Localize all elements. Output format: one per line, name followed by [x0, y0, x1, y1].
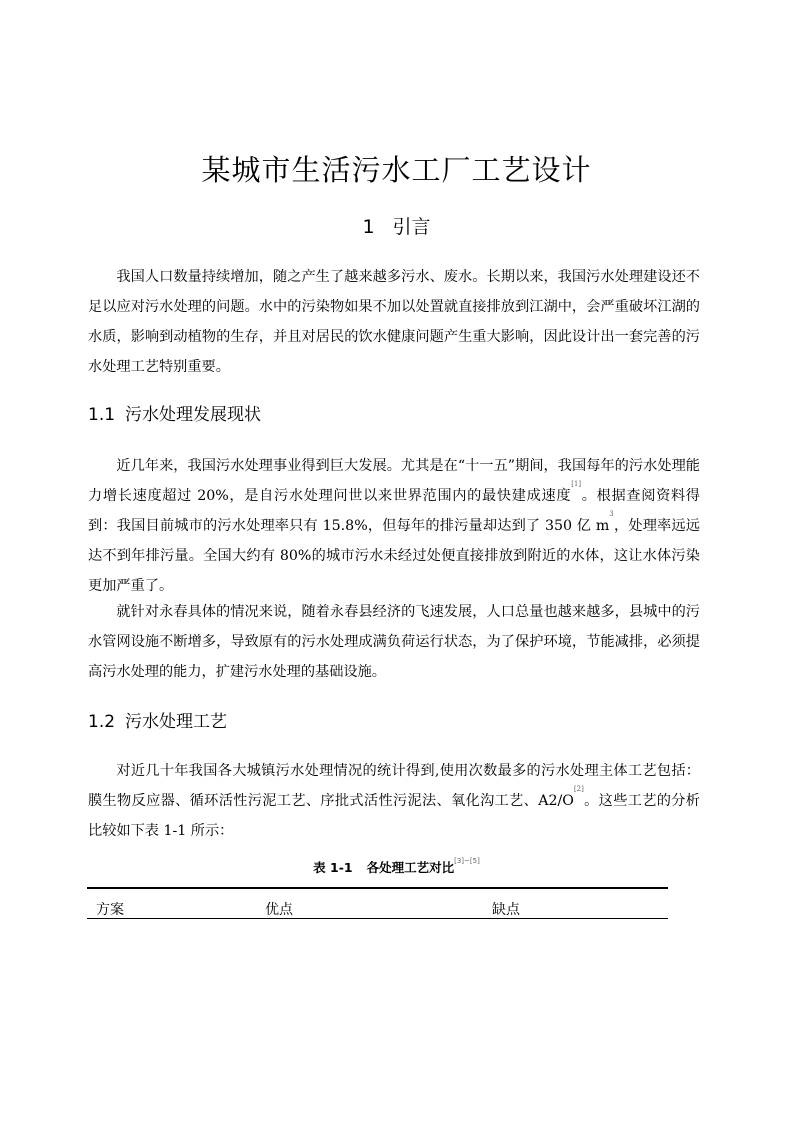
- paragraph-text: 近几年来，我国污水处理事业得到巨大发展。尤其是在“十一五”期间，我国每年的污水处理能力增长速度超过 20%，是自污水处理问世以来世界范围内的最快建成速度: [88, 458, 700, 504]
- table-header-disadvantages: 缺点: [492, 902, 520, 918]
- section-title: 引言: [392, 216, 431, 238]
- subsection-number: 1.1: [88, 405, 116, 425]
- table-header-rule: [87, 918, 668, 919]
- section-heading-intro: [0, 212, 793, 239]
- subsection-title: 污水处理工艺: [125, 712, 228, 732]
- section-number: 1: [362, 216, 375, 238]
- table-caption-label: 表 1-1: [313, 860, 353, 875]
- paragraph-text: 。根据查阅资料得到：我国目前城市的污水处理率只有 15.8%，但每年的排污量却达到了 350 亿 m: [88, 488, 700, 534]
- table-top-rule: [87, 887, 668, 889]
- subsection-heading-process: [88, 707, 227, 732]
- subsection-heading-status: [88, 400, 261, 425]
- table-caption: [0, 858, 793, 876]
- status-paragraph-1: [88, 451, 700, 601]
- subsection-number: 1.2: [88, 712, 116, 732]
- paragraph-text: 对近几十年我国各大城镇污水处理情况的统计得到,使用次数最多的污水处理主体工艺包括：膜生物反应器、循环活性污泥工艺、序批式活性污泥法、氧化沟工艺、A2/O: [88, 763, 700, 809]
- subsection-title: 污水处理发展现状: [125, 405, 262, 425]
- paragraph-text: ，处理率远远达不到年排污量。全国大约有 80%的城市污水未经过处便直接排放到附近的水体，这让水体污染更加严重了。: [88, 518, 700, 594]
- document-title: 某城市生活污水工厂工艺设计: [201, 153, 592, 187]
- table-caption-title: 各处理工艺对比: [366, 860, 455, 875]
- citation-ref: [1]: [571, 480, 582, 488]
- paragraph-text: 。这些工艺的分析比较如下表 1-1 所示：: [88, 793, 700, 839]
- intro-paragraph: 我国人口数量持续增加，随之产生了越来越多污水、废水。长期以来，我国污水处理建设还不足以应对污水处理的问题。水中的污染物如果不加以处置就直接排放到江湖中，会严重破坏江湖的水质，影响到动植物的生存，并且对居民的饮水健康问题产生重大影响，因此设计出一套完善的污水处理工艺特别重要。: [88, 269, 700, 375]
- citation-ref: [3]~[5]: [454, 857, 480, 865]
- unit-superscript: 3: [609, 510, 614, 518]
- table-header-advantages: 优点: [265, 902, 293, 918]
- status-paragraph-2: 就针对永春具体的情况来说，随着永春县经济的飞速发展，人口总量也越来越多，县城中的污水管网设施不断增多，导致原有的污水处理成满负荷运行状态，为了保护环境，节能减排，必须提高污水处理的能力，扩建污水处理的基础设施。: [88, 604, 700, 680]
- table-header-scheme: 方案: [96, 902, 124, 918]
- process-paragraph: [88, 756, 700, 846]
- citation-ref: [2]: [573, 785, 584, 793]
